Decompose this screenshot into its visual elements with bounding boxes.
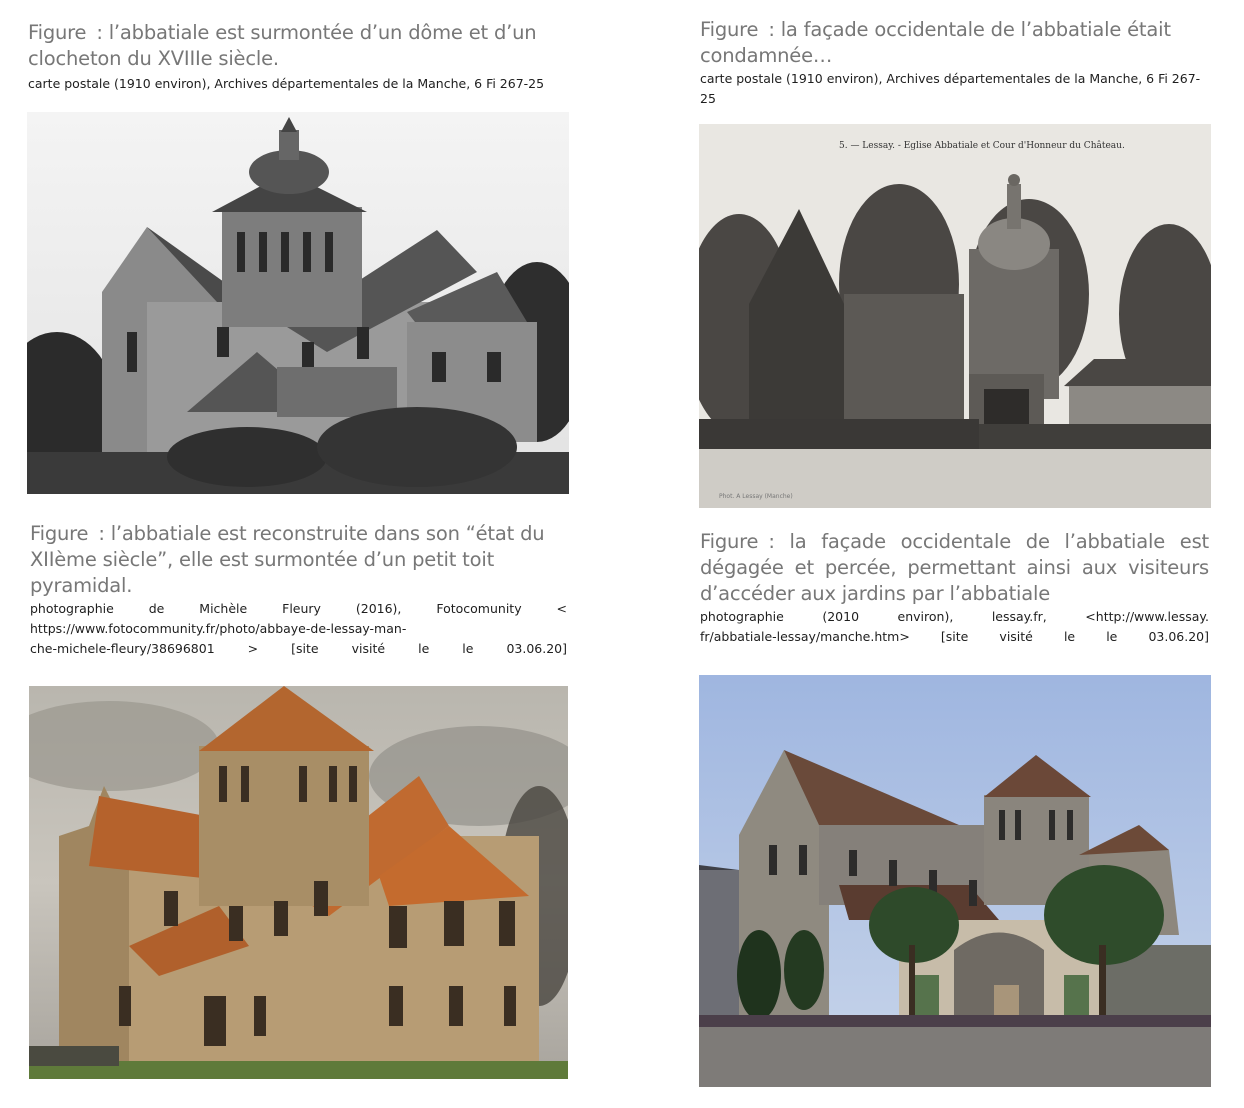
figure-1-caption (28, 20, 569, 72)
figure-4-source-line-2: fr/abbatiale-lessay/manche.htm> [site visité le le 03.06.20] (700, 629, 1209, 644)
figure-2-source: carte postale (1910 environ), Archives départementales de la Manche, 6 Fi 267-25 (700, 71, 1201, 106)
figure-4-caption-text: : la façade occidentale de l’abbatiale est dégagée et percée, permettant ainsi aux visiteurs d’accéder aux jardins par l’abbatiale (700, 530, 1209, 605)
figure-1-source: carte postale (1910 environ), Archives départementales de la Manche, 6 Fi 267-25 (28, 76, 545, 91)
figure-1-caption-text: : l’abbatiale est surmontée d’un dôme et d’un clocheton du XVIIIe siècle. (28, 21, 537, 70)
figure-2-postcard-caption: 5. — Lessay. - Eglise Abbatiale et Cour d'Honneur du Château. (839, 141, 1125, 151)
figure-1-label: Figure (28, 21, 87, 44)
figure-3-source-line-3: che-michele-fleury/38696801 > [site visité le le 03.06.20] (30, 641, 567, 656)
figure-3 (30, 521, 567, 659)
figure-4-label: Figure (700, 530, 759, 553)
figure-4-photo (699, 675, 1211, 1087)
figure-3-caption (30, 521, 567, 599)
figure-3-label: Figure (30, 522, 89, 545)
figure-3-caption-text: : l’abbatiale est reconstruite dans son “état du XIIème siècle”, elle est surmontée d’un petit toit pyramidal. (30, 522, 545, 597)
figure-2-label: Figure (700, 18, 759, 41)
figure-1 (28, 20, 569, 94)
figure-2-caption-text: : la façade occidentale de l’abbatiale était condamnée… (700, 18, 1171, 67)
figure-1-photo (27, 112, 569, 494)
figure-4 (700, 529, 1209, 647)
figure-3-source-line-2: https://www.fotocommunity.fr/photo/abbaye-de-lessay-man- (30, 621, 407, 636)
figure-4-source-line-1: photographie (2010 environ), lessay.fr, <http://www.lessay. (700, 609, 1209, 624)
figure-2 (700, 17, 1211, 109)
figure-4-source (700, 607, 1209, 647)
svg-text:Phot. A Lessay (Manche): Phot. A Lessay (Manche) (719, 493, 793, 500)
figure-2-caption (700, 17, 1211, 69)
figure-2-photo (699, 124, 1211, 508)
figure-3-photo (29, 686, 568, 1079)
figure-3-source (30, 599, 567, 659)
figure-4-caption (700, 529, 1209, 607)
figure-3-source-line-1: photographie de Michèle Fleury (2016), Fotocomunity < (30, 601, 567, 616)
